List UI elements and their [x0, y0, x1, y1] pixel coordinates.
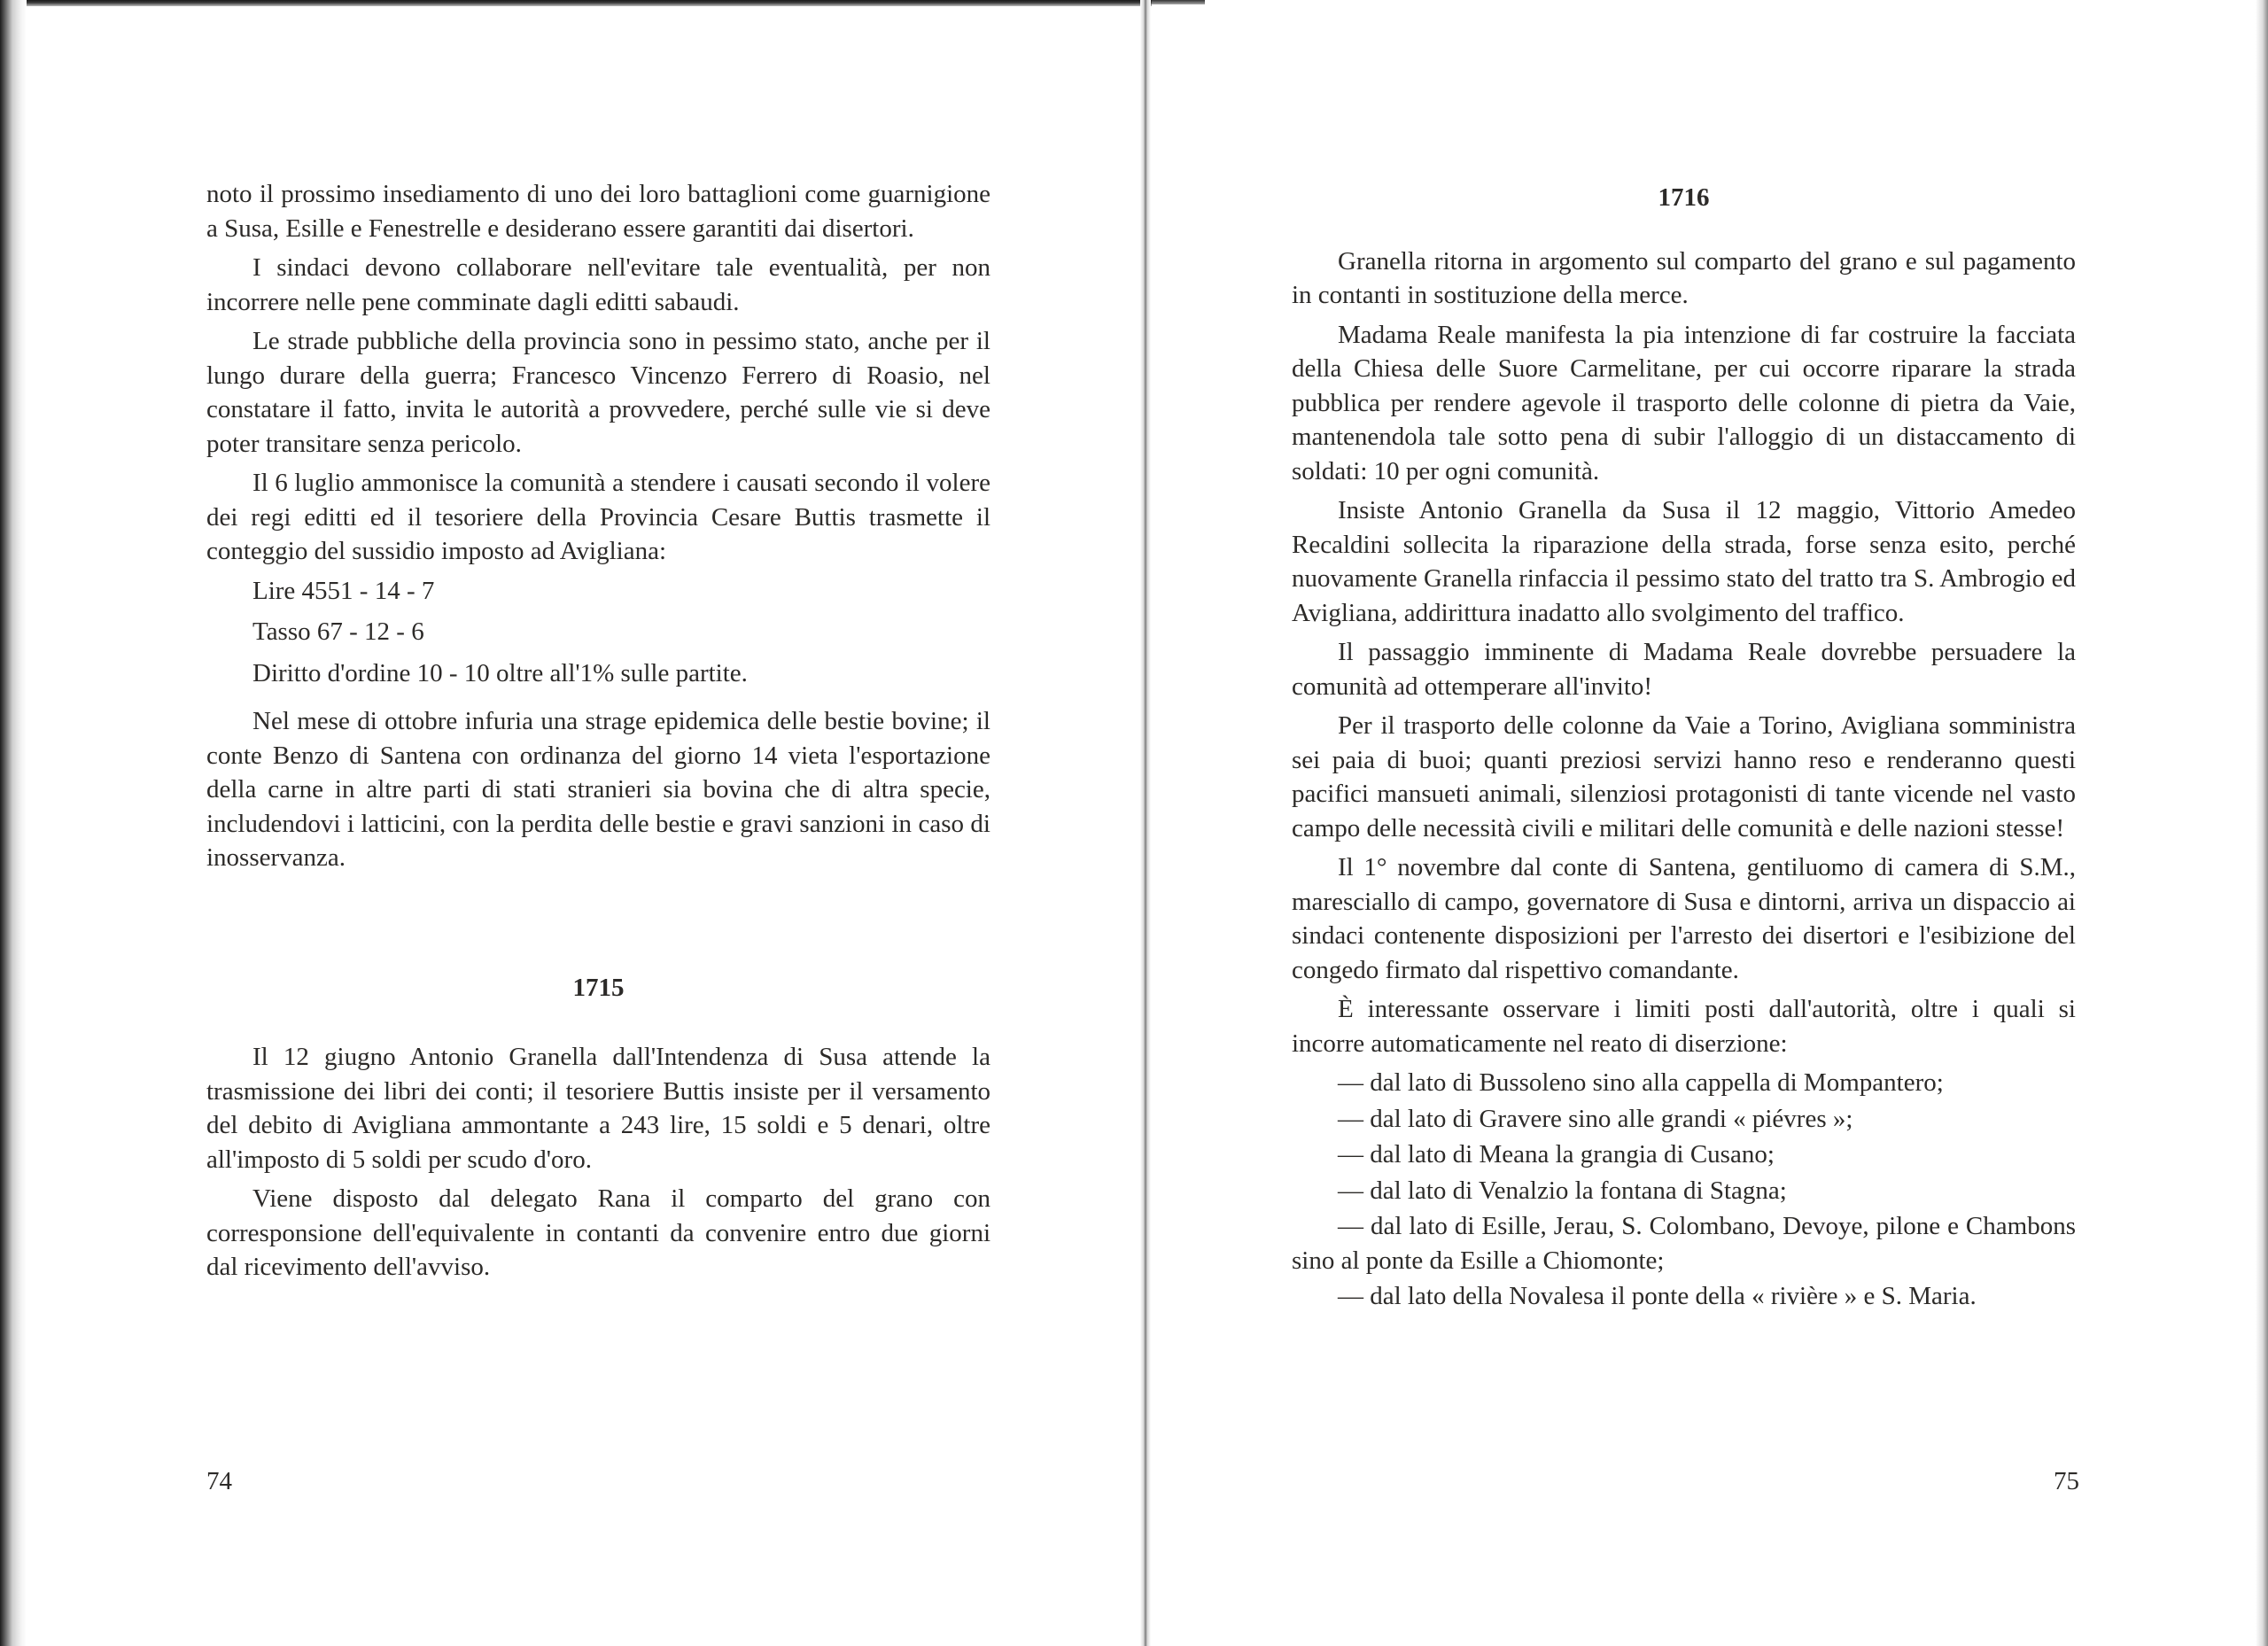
paragraph: Il passaggio imminente di Madama Reale dovrebbe persuadere la comunità ad ottemperare all'invito! [1292, 638, 2076, 701]
paragraph: Il 1° novembre dal conte di Santena, gentiluomo di camera di S.M., maresciallo di campo, governatore di Susa e dintorni, arriva un dispaccio ai sindaci contenente disposizioni per l'arresto dei disertori e l'esibizione del congedo firmato dal rispettivo comandante. [1292, 853, 2076, 984]
limit-item: — dal lato della Novalesa il ponte della « rivière » e S. Maria. [1338, 1282, 1977, 1310]
limit-item: — dal lato di Venalzio la fontana di Stagna; [1338, 1176, 1787, 1205]
paragraph: È interessante osservare i limiti posti dall'autorità, oltre i quali si incorre automaticamente nel reato di diserzione: [1292, 995, 2076, 1058]
paragraph: Il 12 giugno Antonio Granella dall'Intendenza di Susa attende la trasmissione dei libri dei conti; il tesoriere Buttis insiste per il versamento del debito di Avigliana ammontante a 243 lire, 15 soldi e 5 denari, oltre all'imposto di 5 soldi per scudo d'oro. [206, 1043, 990, 1174]
paragraph: I sindaci devono collaborare nell'evitare tale eventualità, per non incorrere nelle pene comminate dagli editti sabaudi. [206, 253, 990, 316]
paragraph: Nel mese di ottobre infuria una strage epidemica delle bestie bovine; il conte Benzo di Santena con ordinanza del giorno 14 vieta l'esportazione della carne in altre parti di stati stranieri sia bovina che di altra specie, includendovi i latticini, con la perdita delle bestie e gravi sanzioni in caso di inosservanza. [206, 707, 990, 872]
paragraph: Madama Reale manifesta la pia intenzione di far costruire la facciata della Chiesa delle Suore Carmelitane, per cui occorre riparare la strada pubblica per rendere agevole il trasporto delle colonne di pietra da Vaie, mantenendola tale sotto pena di subir l'alloggio di un distaccamento di soldati: 10 per ogni comunità. [1292, 320, 2076, 485]
limit-item: — dal lato di Gravere sino alle grandi « piévres »; [1338, 1104, 1853, 1133]
year-heading-1715: 1715 [572, 973, 625, 1002]
amount-diritto: Diritto d'ordine 10 - 10 oltre all'1% sulle partite. [252, 658, 748, 687]
scan-edge-top [0, 0, 1152, 6]
limit-item: — dal lato di Bussoleno sino alla cappella di Mompantero; [1338, 1068, 1944, 1097]
paragraph: Viene disposto dal delegato Rana il comparto del grano con corresponsione dell'equivalente in contanti da convenire entro due giorni dal ricevimento dell'avviso. [206, 1184, 990, 1281]
paragraph: noto il prossimo insediamento di uno dei loro battaglioni come guarnigione a Susa, Esille e Fenestrelle e desiderano essere garantiti dai disertori. [206, 180, 990, 243]
right-page [1292, 181, 2076, 1316]
amount-lire: Lire 4551 - 14 - 7 [252, 576, 435, 605]
paragraph: Il 6 luglio ammonisce la comunità a stendere i causati secondo il volere dei regi editti ed il tesoriere della Provincia Cesare Buttis trasmette il conteggio del sussidio imposto ad Avigliana: [206, 469, 990, 565]
paragraph: Granella ritorna in argomento sul comparto del grano e sul pagamento in contanti in sostituzione della merce. [1292, 246, 2076, 309]
year-heading-1716: 1716 [1658, 183, 1710, 212]
scan-edge-left [0, 0, 27, 1646]
book-gutter [1140, 0, 1151, 1646]
page-number-left: 74 [206, 1467, 232, 1495]
scan-edge-top-right [1152, 0, 1205, 4]
paragraph: Insiste Antonio Granella da Susa il 12 maggio, Vittorio Amedeo Recaldini sollecita la riparazione della strada, forse senza esito, perché nuovamente Granella rinfaccia il pessimo stato del tratto tra S. Ambrogio ed Avigliana, addirittura inadatto allo svolgimento del traffico. [1292, 496, 2076, 627]
page-number-right: 75 [2054, 1467, 2079, 1495]
paragraph: Per il trasporto delle colonne da Vaie a Torino, Avigliana somministra sei paia di buoi; quanti preziosi servizi hanno reso e renderanno questi pacifici mansueti animali, silenziosi protagonisti di tante vicende nel vasto campo delle necessità civili e militari delle comunità e delle nazioni stesse! [1292, 711, 2076, 842]
limit-item: — dal lato di Meana la grangia di Cusano; [1338, 1140, 1775, 1169]
left-page [206, 177, 990, 1290]
amount-tasso: Tasso 67 - 12 - 6 [252, 617, 424, 646]
paragraph: Le strade pubbliche della provincia sono in pessimo stato, anche per il lungo durare della guerra; Francesco Vincenzo Ferrero di Roasio, nel constatare il fatto, invita le autorità a provvedere, perché sulle vie si deve poter transitare senza pericolo. [206, 327, 990, 458]
amount-list [206, 574, 990, 691]
limit-item: — dal lato di Esille, Jerau, S. Colombano, Devoye, pilone e Chambons sino al ponte da Esille a Chiomonte; [1292, 1212, 2076, 1275]
scan-edge-right [2256, 0, 2268, 1646]
